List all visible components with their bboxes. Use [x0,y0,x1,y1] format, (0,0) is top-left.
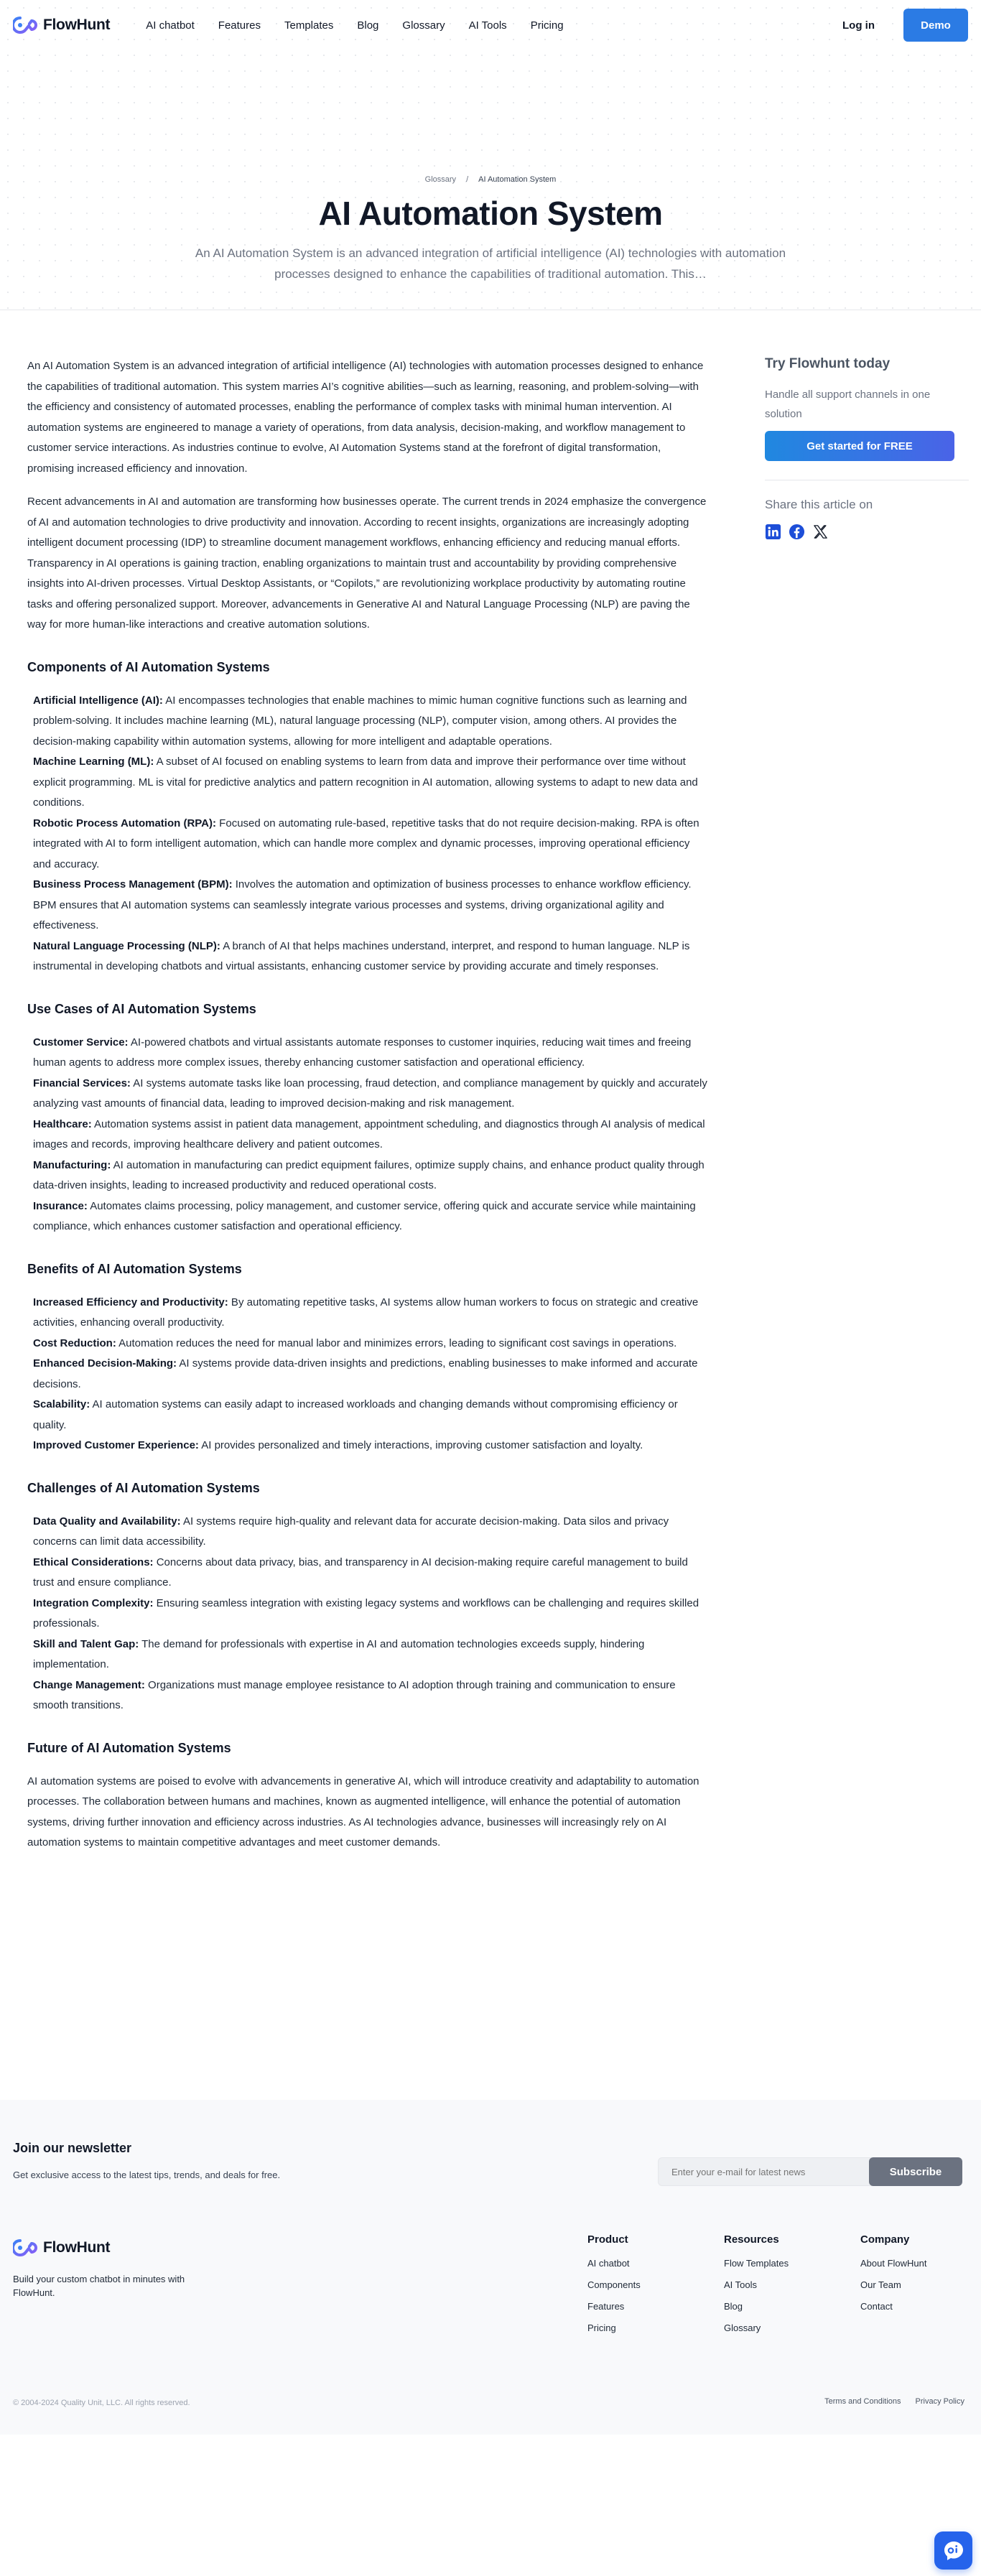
page-description: An AI Automation System is an advanced integration of artificial intelligence (AI) technologies with automation processes designed to enhance the capabilities of traditional automation. This… [195,246,786,281]
list-item [27,691,710,753]
item-term: Manufacturing: [33,1158,111,1171]
get-started-button[interactable]: Get started for FREE [765,431,954,461]
item-text: AI provides personalized and timely interactions, improving customer satisfaction and loyalty. [198,1439,643,1451]
flowhunt-logo-icon [13,2238,39,2258]
list-item [27,1115,710,1156]
demo-button[interactable]: Demo [903,9,968,42]
flowhunt-logo-icon [13,15,39,35]
list-item [27,1395,710,1436]
item-term: Enhanced Decision-Making: [33,1357,177,1370]
chat-widget-icon [942,2539,966,2563]
list-item [27,1334,710,1354]
item-term: Increased Efficiency and Productivity: [33,1296,228,1308]
item-term: Integration Complexity: [33,1596,154,1609]
list-item [27,1033,710,1074]
page-title: AI Automation System [318,195,663,232]
legal-links [824,2397,964,2406]
item-text: A subset of AI focused on enabling systems to learn from data and improve their performance over time without explicit programming. ML is vital for predictive analytics and pattern recognition in AI automation, allowing systems to adapt to new data and conditions. [33,755,698,809]
item-text: AI-powered chatbots and virtual assistants automate responses to customer inquiries, reducing wait times and freeing human agents to address more complex issues, thereby enhancing customer satisfaction and operational efficiency. [33,1036,692,1069]
item-text: Concerns about data privacy, bias, and transparency in AI decision-making require careful management to build trust and ensure compliance. [33,1556,688,1589]
item-text: Automates claims processing, policy management, and customer service, offering quick and accurate service while maintaining compliance, which enhances customer satisfaction and operational efficiency. [33,1199,696,1232]
logo-link[interactable] [13,15,110,35]
terms-link[interactable]: Terms and Conditions [824,2397,901,2406]
newsletter-description: Get exclusive access to the latest tips, trends, and deals for free. [13,2170,281,2180]
facebook-icon[interactable] [789,524,805,540]
footer-link[interactable]: Components [587,2279,641,2290]
section-challenges [27,1481,710,1716]
nav-pricing[interactable]: Pricing [530,19,564,32]
footer-link[interactable]: Flow Templates [724,2258,789,2269]
sidebar-title: Try Flowhunt today [765,356,891,371]
site-header [0,0,981,50]
nav-ai-chatbot[interactable]: AI chatbot [146,19,195,32]
item-text: A branch of AI that helps machines understand, interpret, and respond to human language. NLP is instrumental in developing chatbots and virtual assistants, enhancing customer service by providing accurate and timely responses. [33,939,690,972]
section-heading: Challenges of AI Automation Systems [27,1480,260,1495]
footer-column-title: Company [860,2233,910,2246]
nav-blog[interactable]: Blog [357,19,379,32]
item-text: Automation systems assist in patient data management, appointment scheduling, and diagnostics through AI analysis of medical images and records, improving healthcare delivery and patient outcomes. [33,1117,705,1150]
chat-widget-button[interactable] [934,2531,972,2570]
item-term: Data Quality and Availability: [33,1515,181,1528]
item-text: Ensuring seamless integration with existing legacy systems and workflows can be challenging and requires skilled professionals. [33,1596,699,1629]
footer-link[interactable]: Blog [724,2301,743,2312]
item-term: Artificial Intelligence (AI): [33,694,163,707]
item-text: Automation reduces the need for manual labor and minimizes errors, leading to significant cost savings in operations. [116,1336,677,1349]
nav-templates[interactable]: Templates [284,19,334,32]
list-item [27,1354,710,1395]
intro-paragraph: An AI Automation System is an advanced integration of artificial intelligence (AI) technologies with automation processes designed to enhance the capabilities of traditional automation. This system marries AI’s cognitive abilities—such as learning, reasoning, and problem-solving—with the efficiency and consistency of automated processes, enabling the performance of complex tasks with minimal human intervention. AI automation systems are engineered to manage a variety of operations, from data analysis, decision-making, and workflow management to customer service interactions. As industries continue to evolve, AI Automation Systems stand at the forefront of digital transformation, promising increased efficiency and innovation. [27,360,704,475]
list-item [27,814,710,875]
item-term: Robotic Process Automation (RPA): [33,817,217,829]
copyright: © 2004-2024 Quality Unit, LLC. All rights reserved. [13,2399,190,2407]
section-benefits [27,1262,710,1456]
sidebar [765,356,969,540]
footer-tagline: Build your custom chatbot in minutes with FlowHunt. [13,2274,185,2298]
nav-glossary[interactable]: Glossary [402,19,445,32]
list-item [27,1675,710,1716]
list-item [27,1293,710,1334]
site-footer [0,2100,981,2435]
item-term: Change Management: [33,1678,145,1691]
footer-column-company [860,2233,927,2322]
logo-text: FlowHunt [43,17,111,33]
item-text: AI systems provide data-driven insights and predictions, enabling businesses to make informed and accurate decisions. [33,1357,698,1390]
item-term: Cost Reduction: [33,1336,116,1349]
item-term: Insurance: [33,1199,88,1212]
breadcrumb-separator: / [466,175,469,184]
item-text: The demand for professionals with expertise in AI and automation technologies exceeds supply, hindering implementation. [33,1637,645,1670]
item-text: By automating repetitive tasks, AI systems allow human workers to focus on strategic and creative activities, enhancing overall productivity. [33,1296,699,1329]
footer-link[interactable]: Pricing [587,2322,616,2333]
newsletter-title: Join our newsletter [13,2141,132,2155]
list-item [27,1594,710,1635]
footer-link[interactable]: AI chatbot [587,2258,630,2269]
share-icons [765,524,969,540]
breadcrumb-glossary-link[interactable]: Glossary [424,175,457,184]
section-heading: Future of AI Automation Systems [27,1740,231,1755]
item-term: Financial Services: [33,1077,131,1089]
item-term: Machine Learning (ML): [33,755,154,768]
list-item [27,1635,710,1675]
section-heading: Components of AI Automation Systems [27,659,270,674]
list-item [27,875,710,936]
breadcrumb [0,175,981,184]
item-text: Focused on automating rule-based, repetitive tasks that do not require decision-making. RPA is often integrated with AI to form intelligent automation, which can handle more complex and dynamic processes, improving operational efficiency and accuracy. [33,817,699,870]
login-link[interactable]: Log in [842,19,875,32]
hero-content [0,175,981,284]
footer-link[interactable]: About FlowHunt [860,2258,927,2269]
x-icon[interactable] [812,524,829,540]
footer-column-title: Resources [724,2233,779,2246]
item-term: Customer Service: [33,1036,129,1048]
section-heading: Benefits of AI Automation Systems [27,1261,242,1276]
item-term: Skill and Talent Gap: [33,1637,139,1650]
item-term: Improved Customer Experience: [33,1439,199,1451]
section-components [27,660,710,977]
list-item [27,936,710,977]
section-future [27,1741,710,1854]
item-text: AI systems automate tasks like loan processing, fraud detection, and compliance management by quickly and accurately analyzing vast amounts of financial data, leading to improved decision-making and risk management. [33,1077,707,1110]
nav-features[interactable]: Features [218,19,261,32]
footer-link[interactable]: Contact [860,2301,893,2312]
nav-ai-tools[interactable]: AI Tools [468,19,507,32]
future-paragraph: AI automation systems are poised to evolve with advancements in generative AI, which will introduce creativity and adaptability to automation processes. The collaboration between humans and machines, known as augmented intelligence, will enhance the potential of automation systems, driving further innovation and efficiency across industries. As AI technologies advance, businesses will increasingly rely on AI automation systems to maintain competitive advantages and meet customer demands. [27,1775,699,1849]
newsletter-form [658,2157,962,2186]
item-term: Ethical Considerations: [33,1556,154,1568]
list-item [27,1074,710,1115]
breadcrumb-current: AI Automation System [478,175,557,184]
item-text: AI automation systems can easily adapt to increased workloads and changing demands without compromising efficiency or quality. [33,1398,678,1431]
list-item [27,1196,710,1237]
footer-link[interactable]: Glossary [724,2322,761,2333]
section-heading: Use Cases of AI Automation Systems [27,1001,256,1016]
item-text: AI encompasses technologies that enable machines to mimic human cognitive functions such as learning and problem-solving. It includes machine learning (ML), natural language processing (NLP), computer vision, among others. AI provides the decision-making capability within automation systems, allowing for more intelligent and adaptable operations. [33,694,687,748]
footer-link[interactable]: AI Tools [724,2279,758,2290]
newsletter-email-input[interactable] [658,2157,872,2186]
list-item [27,752,710,814]
privacy-link[interactable]: Privacy Policy [915,2397,964,2406]
item-text: Involves the automation and optimization of business processes to enhance workflow efficiency. BPM ensures that AI automation systems can seamlessly integrate various processes and systems, driving organizational agility and effectiveness. [33,878,692,931]
item-term: Scalability: [33,1398,90,1410]
linkedin-icon[interactable] [765,524,781,540]
subscribe-button[interactable]: Subscribe [869,2157,962,2186]
main-nav [146,19,563,32]
footer-link[interactable]: Our Team [860,2279,901,2290]
item-term: Business Process Management (BPM): [33,878,233,891]
footer-column-product [587,2233,641,2344]
footer-column-title: Product [587,2233,628,2246]
item-text: Organizations must manage employee resistance to AI adoption through training and communication to ensure smooth transitions. [33,1678,676,1711]
footer-link[interactable]: Features [587,2301,625,2312]
intro-paragraph: Recent advancements in AI and automation are transforming how businesses operate. The current trends in 2024 emphasize the convergence of AI and automation technologies to drive productivity and innovation. According to recent insights, organizations are increasingly adopting intelligent document processing (IDP) to streamline document management workflows, enhancing efficiency and reducing manual efforts. Transparency in AI operations is gaining traction, enabling organizations to maintain trust and accountability by providing comprehensive insights into AI-driven processes. Virtual Desktop Assistants, or “Copilots,” are revolutionizing workplace productivity by automating routine tasks and offering personalized support. Moreover, advancements in Generative AI and Natural Language Processing (NLP) are paving the way for more human-like interactions and creative automation solutions. [27,496,707,631]
footer-logo-link[interactable] [13,2238,110,2258]
list-item [27,1553,710,1594]
share-title: Share this article on [765,498,873,511]
list-item [27,1436,710,1456]
item-term: Healthcare: [33,1117,92,1130]
article-content [27,356,710,1866]
header-actions [842,9,968,42]
list-item [27,1512,710,1553]
footer-column-resources [724,2233,789,2344]
footer-logo-text: FlowHunt [43,2239,111,2256]
item-text: AI systems require high-quality and relevant data for accurate decision-making. Data silos and privacy concerns can limit data accessibility. [33,1515,669,1548]
sidebar-description: Handle all support channels in one solution [765,389,931,420]
section-use-cases [27,1002,710,1237]
item-text: AI automation in manufacturing can predict equipment failures, optimize supply chains, and enhance product quality through data-driven insights, leading to increased productivity and reduced operational costs. [33,1158,705,1191]
list-item [27,1156,710,1196]
item-term: Natural Language Processing (NLP): [33,939,220,952]
